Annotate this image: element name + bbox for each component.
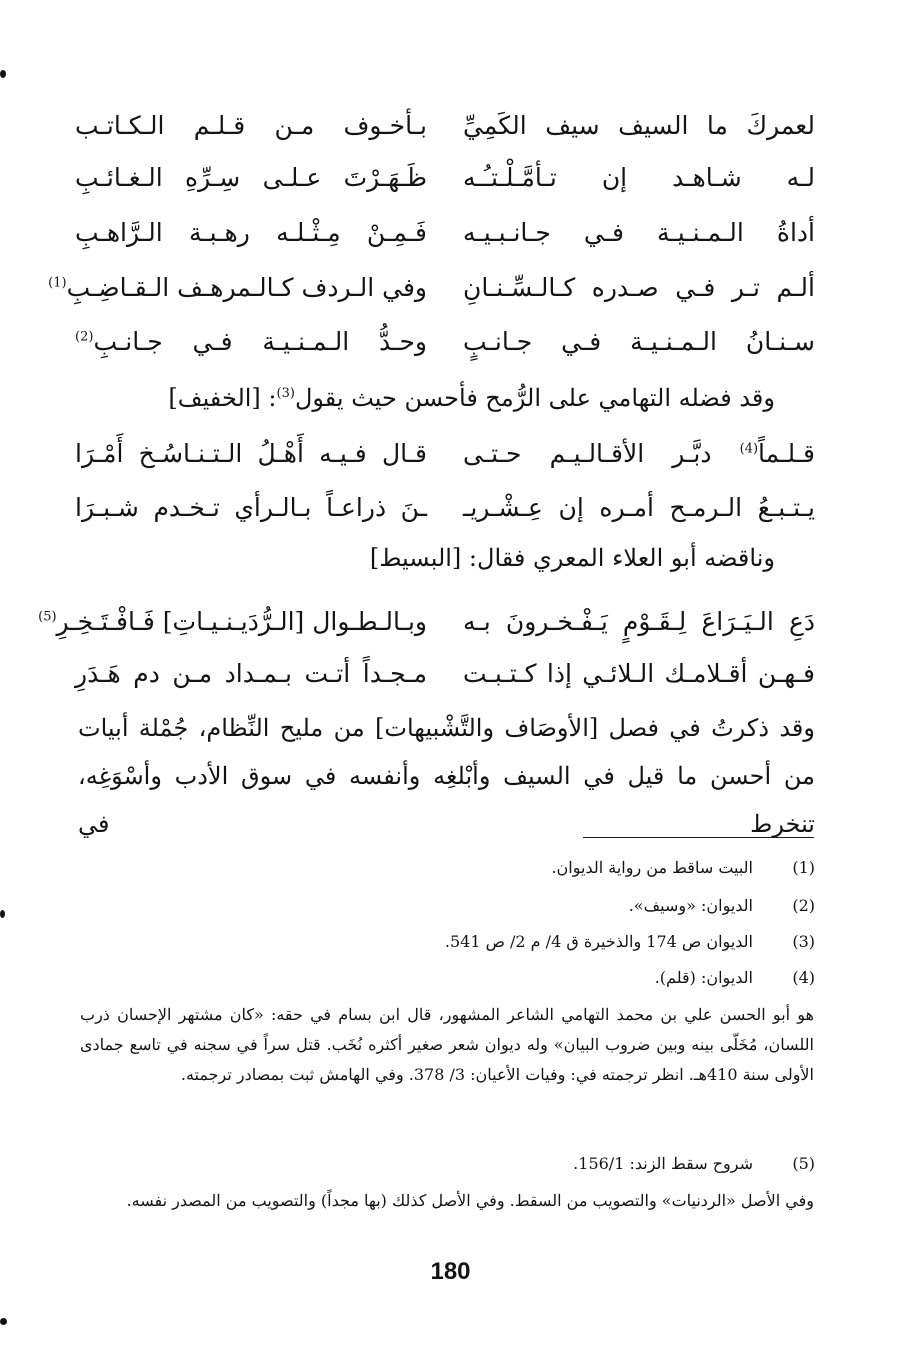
intro-text: وقد فضله التهامي على الرُّمح فأحسن حيث يقول: [294, 384, 775, 412]
verse-text: دبَّـر الأقـالـيـم حـتـى: [463, 438, 740, 468]
footnote-ref: (5): [38, 609, 57, 625]
verse-line: [75, 316, 815, 366]
body-paragraph-line: وقد ذكرتُ في فصل [الأوصَاف والتَّشْبيهات] من مليح النِّظام، جُمْلة أبيات: [78, 714, 815, 742]
footnote-text: الديوان: (قلم).: [654, 968, 753, 987]
footnote-correction: وفي الأصل «الردنيات» والتصويب من السقط. وفي الأصل كذلك (بها مجداً) والتصويب من المصدر نفسه.: [126, 1191, 814, 1210]
footnote-number: (4): [792, 968, 815, 987]
verse-second-hemistich: [38, 606, 427, 636]
verse-text: وفي الـردف كـالـمرهـف الـقـاضِـبِ: [66, 272, 427, 302]
verse-first-hemistich: دَعِ الـيَـرَاعَ لِـقَـوْمٍ يَـفْـخـرونَ بـه: [463, 606, 815, 636]
verse-line: [75, 482, 815, 532]
verse-second-hemistich: مـجـداً أتـت بـمـداد مـن دم هَـدَرِ: [75, 658, 427, 688]
footnote-ref: (4): [739, 441, 759, 457]
verse-second-hemistich: [75, 327, 427, 356]
scan-speck: [0, 910, 5, 918]
footnote-number: (2): [792, 896, 815, 915]
intro-line: وناقضه أبو العلاء المعري فقال: [البسيط]: [369, 544, 775, 572]
footnote-biography: هو أبو الحسن علي بن محمد التهامي الشاعر المشهور، قال ابن بسام في حقه: «كان مشتهر الإحسان ذرب اللسان، مُخَلّى بينه وبين ضروب البيان» وله ديوان شعر صغير أكثره نُخَب. قتل سراً في سجنه في تاسع جمادى الأولى سنة 410هـ. انظر ترجمته في: وفيات الأعيان: 3/ 378. وفي الهامش ثبت بمصادر ترجمته.: [80, 1005, 814, 1084]
verse-line: [75, 207, 815, 257]
verse-first-hemistich: يـتـبـعُ الـرمـح أمـره إن عِـشْـريـ: [463, 492, 815, 522]
verse-text: وحـدُّ الـمـنـيـة فـي جـانـبِ: [93, 326, 427, 356]
body-paragraph-line: من أحسن ما قيل في السيف وأبْلغِه وأنفسه في سوق الأدب وأسْوَغِه، تنخرط في: [78, 762, 816, 838]
verse-second-hemistich: بـأخـوف مـن قـلـم الـكـاتـب: [75, 110, 427, 140]
page-number: 180: [430, 1258, 471, 1285]
verse-first-hemistich: أداةُ الـمـنـيـة فـي جـانـبـيـه: [463, 217, 815, 247]
footnote-text: الديوان: «وسيف».: [628, 896, 753, 915]
verse-line: [75, 152, 815, 202]
footnote-text: شروح سقط الزند: 156/1.: [573, 1154, 753, 1173]
verse-second-hemistich: ـنَ ذراعـاً بـالـرأي تـخـدم شـبـرَا: [75, 492, 427, 522]
verse-line: [38, 596, 815, 646]
footnote-number: (5): [792, 1154, 815, 1173]
verse-line: [48, 262, 815, 312]
verse-second-hemistich: [48, 272, 427, 302]
scan-speck: [0, 1318, 7, 1325]
verse-second-hemistich: ظَـهَـرْتَ عـلـى سِـرِّهِ الـغـائـبِ: [75, 162, 427, 192]
verse-first-hemistich: لـه شـاهـد إن تـأمَّـلْـتـُـه: [463, 162, 815, 192]
footnote-separator: [583, 837, 814, 838]
verse-first-hemistich: لعمركَ ما السيف سيف الكَمِيِّ: [463, 110, 815, 140]
verse-line: [75, 648, 815, 698]
footnote-number: (1): [792, 858, 815, 877]
verse-text: وبـالـطـوال [الـرُّدَيـنـيـاتِ] فَـافْـتَـخِـرِ: [56, 606, 427, 636]
verse-line: [75, 428, 815, 478]
footnote-text: البيت ساقط من رواية الديوان.: [551, 858, 753, 877]
footnote-ref: (1): [48, 275, 67, 291]
scan-speck: [0, 70, 6, 78]
verse-second-hemistich: فَـمِـنْ مِـثْـلـه رهـبـة الـرَّاهـبِ: [75, 217, 427, 247]
footnote-text: الديوان ص 174 والذخيرة ق 4/ م 2/ ص 541.: [444, 932, 753, 951]
meter-label: : [الخفيف]: [168, 384, 277, 412]
verse-second-hemistich: قـال فـيـه أَهْـلُ الـتـنـاسُـخ أَمْـرَا: [75, 438, 427, 468]
verse-text: قـلـماً: [758, 438, 815, 468]
footnote-number: (3): [792, 932, 815, 951]
verse-line: [75, 100, 815, 150]
verse-first-hemistich: فـهـن أقـلامـك الـلائـي إذا كـتـبـت: [463, 658, 815, 688]
verse-first-hemistich: ألـم تـر فـي صـدره كـالـسِّـنـانِ: [463, 272, 815, 302]
footnote-ref: (2): [75, 329, 94, 345]
verse-first-hemistich: [463, 439, 815, 468]
footnote-ref: (3): [276, 386, 295, 401]
verse-first-hemistich: سـنـانُ الـمـنـيـة فـي جـانـبٍ: [463, 326, 815, 356]
intro-line: [78, 378, 775, 418]
